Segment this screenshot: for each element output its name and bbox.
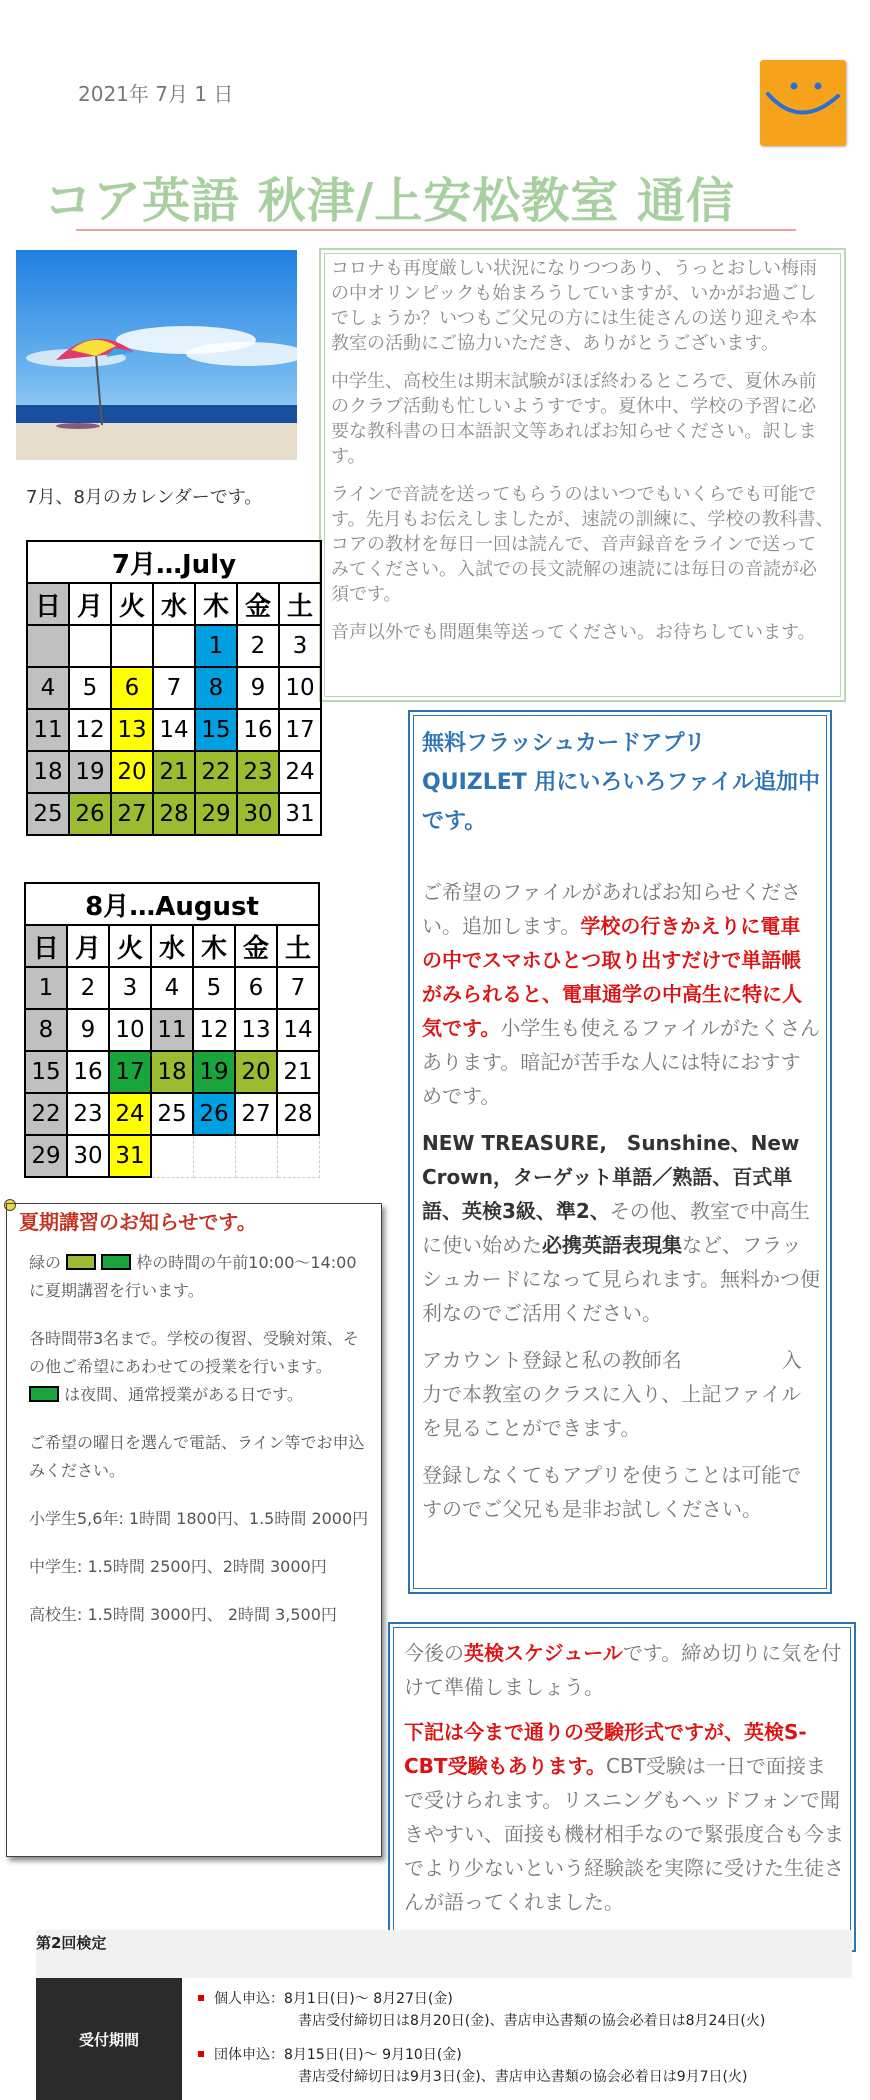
calendar-day: 27: [111, 793, 153, 835]
calendar-day: 28: [153, 793, 195, 835]
calendar-day: 31: [279, 793, 321, 835]
calendar-day: 12: [193, 1009, 235, 1051]
august-calendar: [24, 882, 320, 1178]
calendar-day: 19: [193, 1051, 235, 1093]
weekday-header: 月: [67, 925, 109, 967]
weekday-header: 木: [195, 583, 237, 625]
quizlet-paragraph-3: アカウント登録と私の教師名 入力で本教室のクラスに入り、上記ファイルを見ることができます。: [422, 1348, 802, 1440]
weekday-header: 火: [109, 925, 151, 967]
dark-green-swatch-icon: [29, 1386, 59, 1402]
summer-course-title: 夏期講習のお知らせです。: [19, 1210, 257, 1234]
calendar-day: 9: [237, 667, 279, 709]
quizlet-textbooks: NEW TREASURE, Sunshine、New Crown，ターゲット単語／熟語、百式単語、英検3級、準2、: [422, 1131, 800, 1223]
calendar-day: 8: [25, 1009, 67, 1051]
july-calendar: [26, 540, 322, 836]
greeting-paragraph: コロナも再度厳しい状況になりつつあり、うっとおしい梅雨の中オリンピックも始まろうしていますが、いかがお過ごしでしょうか？いつもご父兄の方には生徒さんの送り迎えや本教室の活動にご協力いただき、ありがとうございます。: [331, 258, 817, 354]
calendar-day: 4: [27, 667, 69, 709]
calendar-day: 25: [27, 793, 69, 835]
summer-price-junior-high: 中学生: 1.5時間 2500円、2時間 3000円: [29, 1557, 327, 1576]
weekday-header: 金: [235, 925, 277, 967]
calendar-day: 6: [111, 667, 153, 709]
newsletter-date: 2021年 7月 1 日: [78, 82, 234, 106]
calendar-day: [111, 625, 153, 667]
calendar-day: 16: [67, 1051, 109, 1093]
summer-price-high-school: 高校生: 1.5時間 3000円、 2時間 3,500円: [29, 1605, 337, 1624]
title-underline: [76, 229, 796, 231]
calendar-day: 3: [109, 967, 151, 1009]
calendar-day: 23: [237, 751, 279, 793]
weekday-header: 火: [111, 583, 153, 625]
calendar-day: [27, 625, 69, 667]
bullet-icon: [198, 1995, 204, 2001]
calendar-day: 1: [25, 967, 67, 1009]
calendar-day: 17: [279, 709, 321, 751]
group-application-note: 書店受付締切日は9月3日(金)、書店申込書類の協会必着日は9月7日(火): [298, 2069, 748, 2085]
calendar-day: 19: [69, 751, 111, 793]
calendar-month-title: 7月…July: [27, 541, 321, 583]
calendar-day: 14: [153, 709, 195, 751]
summer-paragraph-2: 各時間帯3名まで。学校の復習、受験対策、その他ご希望にあわせての授業を行います。 は夜間、通常授業がある日です。: [29, 1329, 359, 1404]
quizlet-heading: 無料フラッシュカードアプリ: [422, 731, 706, 756]
exam-heading: 第2回検定: [36, 1934, 107, 1952]
calendar-day: 7: [277, 967, 319, 1009]
calendar-caption: 7月、8月のカレンダーです。: [26, 487, 263, 508]
summer-price-elementary: 小学生5,6年: 1時間 1800円、1.5時間 2000円: [29, 1509, 369, 1528]
application-period-label: 受付期間: [36, 1978, 182, 2100]
quizlet-info-box: [408, 710, 832, 1594]
calendar-day: 10: [279, 667, 321, 709]
weekday-header: 水: [153, 583, 195, 625]
greeting-box: [319, 248, 846, 702]
weekday-header: 土: [277, 925, 319, 967]
calendar-day: 1: [195, 625, 237, 667]
calendar-day: 5: [69, 667, 111, 709]
quizlet-subheading: QUIZLET 用にいろいろファイル追加中です。: [422, 770, 820, 834]
calendar-day: 31: [109, 1135, 151, 1177]
calendar-day: 11: [151, 1009, 193, 1051]
calendar-day: 6: [235, 967, 277, 1009]
greeting-paragraph: 中学生、高校生は期末試験がほぼ終わるところで、夏休み前のクラブ活動も忙しいようすです。夏休中、学校の予習に必要な教科書の日本語訳文等あればお知らせください。訳します。: [331, 371, 817, 467]
summer-paragraph-1: 緑の 枠の時間の午前10:00～14:00に夏期講習を行います。: [29, 1253, 357, 1300]
calendar-day: 30: [67, 1135, 109, 1177]
eiken-schedule-box: [388, 1622, 856, 1952]
calendar-day: 22: [195, 751, 237, 793]
newsletter-title: コア英語 秋津/上安松教室 通信: [44, 173, 735, 229]
calendar-day: 24: [109, 1093, 151, 1135]
calendar-day: 25: [151, 1093, 193, 1135]
exam-header-bar: [36, 1930, 852, 1978]
weekday-header: 日: [27, 583, 69, 625]
calendar-day: 23: [67, 1093, 109, 1135]
weekday-header: 木: [193, 925, 235, 967]
calendar-day: 26: [193, 1093, 235, 1135]
calendar-day: 16: [237, 709, 279, 751]
calendar-day: 15: [25, 1051, 67, 1093]
weekday-header: 金: [237, 583, 279, 625]
greeting-paragraph: 音声以外でも問題集等送ってください。お待ちしています。: [331, 622, 816, 643]
calendar-day: 22: [25, 1093, 67, 1135]
calendar-day: 30: [237, 793, 279, 835]
calendar-day: [151, 1135, 193, 1177]
eiken-paragraph-2: 下記は今まで通りの受験形式ですが、英検S-CBT受験もあります。CBT受験は一日で面接まで受けられます。リスニングもヘッドフォンで聞きやすい、面接も機材相手なので緊張度合も今までより少ないという経験談を実際に受けた生徒さんが語ってくれました。: [404, 1720, 844, 1914]
eiken-paragraph-1: 今後の英検スケジュールです。締め切りに気を付けて準備しましょう。: [404, 1641, 842, 1699]
calendar-day: 24: [279, 751, 321, 793]
calendar-day: 21: [153, 751, 195, 793]
calendar-day: 9: [67, 1009, 109, 1051]
calendar-day: [277, 1135, 319, 1177]
calendar-day: 18: [27, 751, 69, 793]
calendar-day: 2: [67, 967, 109, 1009]
calendar-day: 12: [69, 709, 111, 751]
calendar-day: 8: [195, 667, 237, 709]
calendar-day: 15: [195, 709, 237, 751]
calendar-day: 7: [153, 667, 195, 709]
summer-paragraph-3: ご希望の曜日を選んで電話、ライン等でお申込みください。: [29, 1433, 365, 1480]
calendar-day: [153, 625, 195, 667]
individual-application: 個人申込：8月1日(日)～ 8月27日(金): [198, 1988, 858, 2010]
quizlet-paragraph-4: 登録しなくてもアプリを使うことは可能ですのでご父兄も是非お試しください。: [422, 1463, 802, 1521]
light-green-swatch-icon: [66, 1254, 96, 1270]
greeting-paragraph: ラインで音読を送ってもらうのはいつでもいくらでも可能です。先月もお伝えしましたが、速読の訓練に、学校の教科書、コアの教材を毎日一回は読んで、音声録音をラインで送ってみてください。入試での長文読解の速読には毎日の音読が必須です。: [331, 484, 834, 605]
calendar-day: 5: [193, 967, 235, 1009]
group-application: 団体申込：8月15日(日)～ 9月10日(金): [198, 2044, 858, 2066]
calendar-day: 13: [111, 709, 153, 751]
calendar-day: [193, 1135, 235, 1177]
calendar-day: 3: [279, 625, 321, 667]
calendar-day: 28: [277, 1093, 319, 1135]
calendar-day: 10: [109, 1009, 151, 1051]
calendar-day: 11: [27, 709, 69, 751]
smiley-logo-icon: [760, 60, 846, 146]
calendar-day: 26: [69, 793, 111, 835]
individual-application-note: 書店受付締切日は8月20日(金)、書店申込書類の協会必着日は8月24日(火): [298, 2013, 766, 2029]
calendar-day: 14: [277, 1009, 319, 1051]
calendar-day: 29: [25, 1135, 67, 1177]
calendar-day: [235, 1135, 277, 1177]
bullet-icon: [198, 2051, 204, 2057]
summer-course-note: [6, 1203, 382, 1857]
calendar-day: 13: [235, 1009, 277, 1051]
calendar-day: 29: [195, 793, 237, 835]
calendar-day: 2: [237, 625, 279, 667]
calendar-day: [69, 625, 111, 667]
beach-umbrella-image: [16, 250, 297, 460]
calendar-day: 21: [277, 1051, 319, 1093]
calendar-month-title: 8月…August: [25, 883, 319, 925]
calendar-day: 20: [235, 1051, 277, 1093]
weekday-header: 月: [69, 583, 111, 625]
quizlet-paragraph-2: NEW TREASURE, Sunshine、New Crown，ターゲット単語／熟語、百式単語、英検3級、準2、その他、教室で中高生に使い始めた必携英語表現集など、フラッシュカードになって見られます。無料かつ便利なのでご活用ください。: [422, 1131, 820, 1325]
weekday-header: 水: [151, 925, 193, 967]
calendar-day: 17: [109, 1051, 151, 1093]
calendar-day: 20: [111, 751, 153, 793]
quizlet-highlight: 学校の行きかえりに電車の中でスマホひとつ取り出すだけで単語帳がみられると、電車通学の中高生に特に人気です。: [422, 914, 802, 1040]
weekday-header: 日: [25, 925, 67, 967]
calendar-day: 4: [151, 967, 193, 1009]
quizlet-paragraph-1: ご希望のファイルがあればお知らせください。追加します。学校の行きかえりに電車の中でスマホひとつ取り出すだけで単語帳がみられると、電車通学の中高生に特に人気です。小学生も使えるファイルがたくさんあります。暗記が苦手な人には特におすすめです。: [422, 880, 821, 1108]
calendar-day: 27: [235, 1093, 277, 1135]
calendar-day: 18: [151, 1051, 193, 1093]
weekday-header: 土: [279, 583, 321, 625]
dark-green-swatch-icon: [101, 1254, 131, 1270]
application-details: [198, 1988, 858, 2100]
